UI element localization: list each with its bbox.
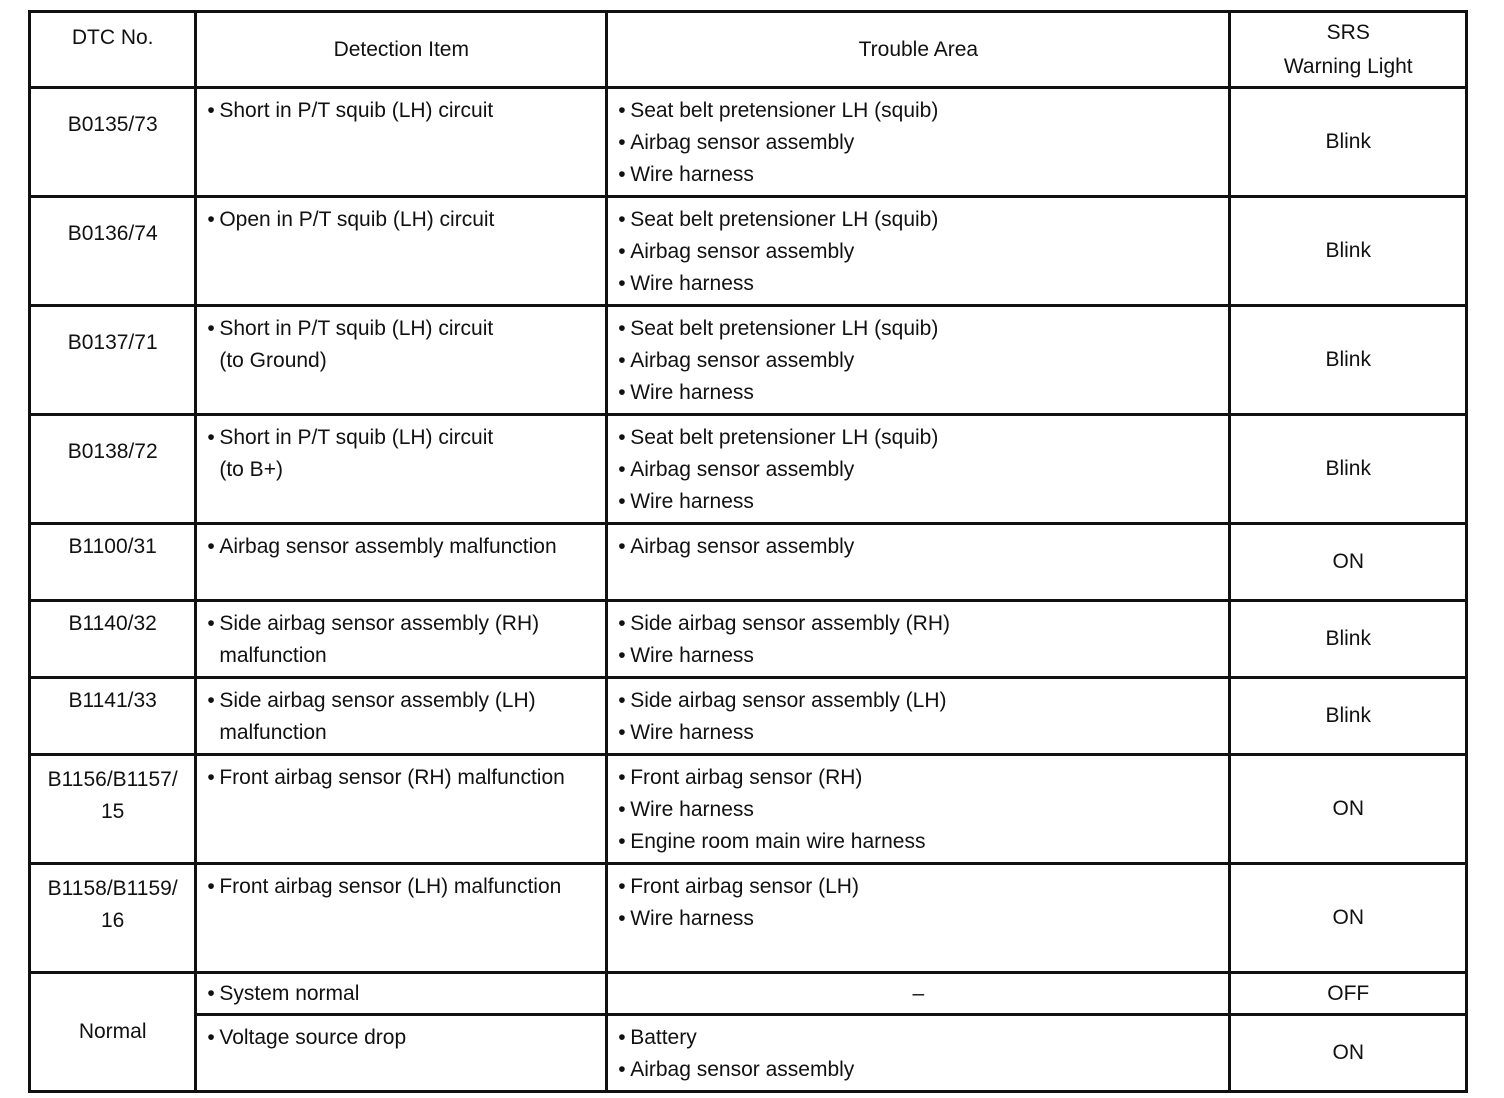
detection-item: • Side airbag sensor assembly (RH) xyxy=(207,608,597,640)
detection-item: • Airbag sensor assembly malfunction xyxy=(207,531,597,563)
trouble-item: • Airbag sensor assembly xyxy=(618,345,1220,377)
trouble-cell xyxy=(607,197,1230,306)
srs-cell xyxy=(1230,88,1467,197)
trouble-item: • Wire harness xyxy=(618,486,1220,518)
table-row xyxy=(30,88,1467,197)
trouble-cell xyxy=(607,678,1230,755)
dtc-code: B0137/71 xyxy=(67,331,158,354)
header-trouble xyxy=(607,12,1230,88)
detection-item: • System normal xyxy=(207,978,597,1010)
detection-item: • Front airbag sensor (RH) malfunction xyxy=(207,762,597,794)
trouble-cell xyxy=(607,88,1230,197)
trouble-item: • Airbag sensor assembly xyxy=(618,1054,1220,1086)
trouble-item: • Wire harness xyxy=(618,268,1220,300)
header-dtc xyxy=(30,12,196,88)
dtc-table xyxy=(28,10,1468,1093)
dtc-cell xyxy=(30,197,196,306)
detection-cell xyxy=(196,306,607,415)
detection-cell xyxy=(196,197,607,306)
detection-cell xyxy=(196,678,607,755)
trouble-item: • Wire harness xyxy=(618,794,1220,826)
detection-item-continued: malfunction xyxy=(219,644,327,667)
header-srs-line1: SRS xyxy=(1326,20,1370,44)
trouble-item: • Front airbag sensor (LH) xyxy=(618,871,1220,903)
srs-status: ON xyxy=(1332,797,1364,820)
header-trouble-label: Trouble Area xyxy=(858,37,979,61)
srs-status: ON xyxy=(1332,550,1364,573)
trouble-cell xyxy=(607,601,1230,678)
dtc-code: B0138/72 xyxy=(67,440,158,463)
detection-cell xyxy=(196,864,607,973)
srs-cell xyxy=(1230,415,1467,524)
table-row xyxy=(30,678,1467,755)
detection-item: • Front airbag sensor (LH) malfunction xyxy=(207,871,597,903)
dtc-cell xyxy=(30,678,196,755)
detection-cell xyxy=(196,973,607,1015)
detection-cell xyxy=(196,755,607,864)
srs-cell xyxy=(1230,678,1467,755)
srs-cell xyxy=(1230,197,1467,306)
trouble-item: • Airbag sensor assembly xyxy=(618,531,1220,563)
table-row xyxy=(30,524,1467,601)
detection-item: • Short in P/T squib (LH) circuit xyxy=(207,95,597,127)
trouble-item: • Engine room main wire harness xyxy=(618,826,1220,858)
detection-cell xyxy=(196,601,607,678)
detection-item: • Side airbag sensor assembly (LH) xyxy=(207,685,597,717)
dtc-cell xyxy=(30,306,196,415)
dtc-cell-normal xyxy=(30,973,196,1092)
trouble-cell xyxy=(607,415,1230,524)
dtc-code: B1140/32 xyxy=(68,612,157,635)
trouble-item: • Side airbag sensor assembly (RH) xyxy=(618,608,1220,640)
dtc-code-continued: 16 xyxy=(100,909,125,932)
dtc-code: B1158/B1159/ xyxy=(47,877,178,900)
trouble-cell xyxy=(607,755,1230,864)
detection-item-continued: (to B+) xyxy=(219,458,283,481)
detection-item: • Voltage source drop xyxy=(207,1022,597,1054)
table-row xyxy=(30,415,1467,524)
srs-status: ON xyxy=(1332,1041,1364,1064)
dtc-code: B1156/B1157/ xyxy=(47,768,178,791)
table-row xyxy=(30,197,1467,306)
header-detection-label: Detection Item xyxy=(333,37,469,61)
trouble-item: • Seat belt pretensioner LH (squib) xyxy=(618,313,1220,345)
srs-cell xyxy=(1230,864,1467,973)
srs-cell xyxy=(1230,1015,1467,1092)
table-row xyxy=(30,601,1467,678)
dtc-cell xyxy=(30,601,196,678)
header-srs-line2: Warning Light xyxy=(1283,54,1413,78)
detection-item: • Short in P/T squib (LH) circuit xyxy=(207,313,597,345)
table-row xyxy=(30,306,1467,415)
trouble-item: • Seat belt pretensioner LH (squib) xyxy=(618,204,1220,236)
trouble-cell xyxy=(607,1015,1230,1092)
trouble-cell xyxy=(607,524,1230,601)
detection-cell xyxy=(196,88,607,197)
trouble-item: • Side airbag sensor assembly (LH) xyxy=(618,685,1220,717)
trouble-item: • Wire harness xyxy=(618,640,1220,672)
trouble-item: • Airbag sensor assembly xyxy=(618,127,1220,159)
trouble-item: • Wire harness xyxy=(618,903,1220,935)
detection-item: • Short in P/T squib (LH) circuit xyxy=(207,422,597,454)
srs-status: Blink xyxy=(1325,704,1371,727)
table-row xyxy=(30,864,1467,973)
dtc-code: Normal xyxy=(78,1020,147,1043)
dtc-code: B1141/33 xyxy=(68,689,157,712)
detection-item: • Open in P/T squib (LH) circuit xyxy=(207,204,597,236)
dtc-cell xyxy=(30,755,196,864)
dtc-cell xyxy=(30,864,196,973)
srs-status: OFF xyxy=(1327,981,1370,1005)
header-detection xyxy=(196,12,607,88)
table-row xyxy=(30,973,1467,1015)
table-row xyxy=(30,755,1467,864)
trouble-item: • Wire harness xyxy=(618,159,1220,191)
srs-cell xyxy=(1230,973,1467,1015)
detection-item-continued: (to Ground) xyxy=(219,349,327,372)
srs-status: Blink xyxy=(1325,348,1371,371)
trouble-cell xyxy=(607,306,1230,415)
header-row xyxy=(30,12,1467,88)
trouble-item: • Front airbag sensor (RH) xyxy=(618,762,1220,794)
trouble-none: – xyxy=(912,981,925,1005)
dtc-code: B0135/73 xyxy=(67,113,158,136)
dtc-cell xyxy=(30,524,196,601)
srs-status: Blink xyxy=(1325,130,1371,153)
srs-cell xyxy=(1230,524,1467,601)
detection-cell xyxy=(196,1015,607,1092)
srs-status: ON xyxy=(1332,906,1364,929)
trouble-item: • Seat belt pretensioner LH (squib) xyxy=(618,95,1220,127)
dtc-code-continued: 15 xyxy=(100,800,125,823)
trouble-item: • Airbag sensor assembly xyxy=(618,454,1220,486)
trouble-cell xyxy=(607,864,1230,973)
dtc-cell xyxy=(30,88,196,197)
srs-status: Blink xyxy=(1325,239,1371,262)
detection-cell xyxy=(196,415,607,524)
srs-cell xyxy=(1230,306,1467,415)
dtc-code: B0136/74 xyxy=(67,222,158,245)
detection-item-continued: malfunction xyxy=(219,721,327,744)
trouble-item: • Wire harness xyxy=(618,717,1220,749)
dtc-code: B1100/31 xyxy=(68,535,157,558)
srs-cell xyxy=(1230,601,1467,678)
trouble-cell xyxy=(607,973,1230,1015)
trouble-item: • Battery xyxy=(618,1022,1220,1054)
trouble-item: • Wire harness xyxy=(618,377,1220,409)
dtc-cell xyxy=(30,415,196,524)
srs-status: Blink xyxy=(1325,627,1371,650)
detection-cell xyxy=(196,524,607,601)
srs-cell xyxy=(1230,755,1467,864)
srs-status: Blink xyxy=(1325,457,1371,480)
table-row xyxy=(30,1015,1467,1092)
trouble-item: • Airbag sensor assembly xyxy=(618,236,1220,268)
header-srs xyxy=(1230,12,1467,88)
header-dtc-label: DTC No. xyxy=(71,26,154,49)
trouble-item: • Seat belt pretensioner LH (squib) xyxy=(618,422,1220,454)
